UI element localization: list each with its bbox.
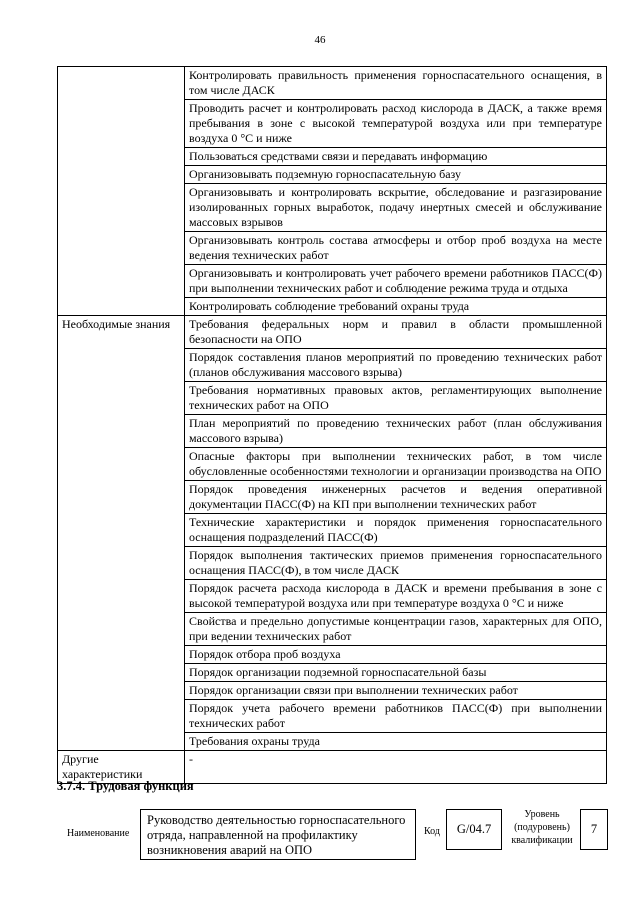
skill-item: Контролировать соблюдение требований охраны труда — [185, 298, 607, 316]
skills-label-cell — [58, 67, 185, 316]
other-characteristics-value: - — [185, 751, 607, 784]
knowledge-item: Порядок расчета расхода кислорода в ДАСК и времени пребывания в зоне с высокой температурой воздуха или при температуре воздуха 0 °C и ниже — [185, 580, 607, 613]
knowledge-item: План мероприятий по проведению технических работ (план обслуживания массового взрыва) — [185, 415, 607, 448]
knowledge-item: Порядок организации подземной горноспасательной базы — [185, 664, 607, 682]
knowledge-item: Требования федеральных норм и правил в области промышленной безопасности на ОПО — [185, 316, 607, 349]
other-characteristics-label: Другие характеристики — [58, 751, 185, 784]
table-row — [58, 316, 607, 349]
table-row — [58, 67, 607, 100]
knowledge-item: Порядок учета рабочего времени работников ПАСС(Ф) при выполнении технических работ — [185, 700, 607, 733]
knowledge-item: Требования нормативных правовых актов, регламентирующих выполнение технических работ на ОПО — [185, 382, 607, 415]
code-label: Код — [424, 826, 440, 837]
knowledge-label: Необходимые знания — [58, 316, 185, 751]
knowledge-item: Свойства и предельно допустимые концентрации газов, характерных для ОПО, при ведении технических работ — [185, 613, 607, 646]
skill-item: Проводить расчет и контролировать расход кислорода в ДАСК, а также время пребывания в зоне с высокой температурой воздуха или при температуре воздуха 0 °C и ниже — [185, 100, 607, 148]
code-box: G/04.7 — [446, 809, 502, 850]
qualification-level-label: Уровень (подуровень) квалификации — [511, 809, 573, 846]
skill-item: Организовывать и контролировать вскрытие, обследование и разгазирование изолированных горных выработок, подачу инертных смесей и обслуживание массовых взрывов — [185, 184, 607, 232]
skill-item: Организовывать подземную горноспасательную базу — [185, 166, 607, 184]
knowledge-item: Технические характеристики и порядок применения горноспасательного оснащения подразделений ПАСС(Ф) — [185, 514, 607, 547]
skill-item: Организовывать и контролировать учет рабочего времени работников ПАСС(Ф) при выполнении технических работ и соблюдение режима труда и отдыха — [185, 265, 607, 298]
competency-table — [57, 66, 607, 784]
skill-item: Пользоваться средствами связи и передавать информацию — [185, 148, 607, 166]
knowledge-item: Требования охраны труда — [185, 733, 607, 751]
skill-item: Контролировать правильность применения горноспасательного оснащения, в том числе ДАСК — [185, 67, 607, 100]
name-label: Наименование — [67, 828, 130, 839]
knowledge-item: Порядок составления планов мероприятий по проведению технических работ (планов обслуживания массового взрыва) — [185, 349, 607, 382]
function-name-box: Руководство деятельностью горноспасательного отряда, направленной на профилактику возникновения аварий на ОПО — [140, 809, 416, 860]
qualification-level-box: 7 — [580, 809, 608, 850]
knowledge-item: Опасные факторы при выполнении технических работ, в том числе обусловленные особенностями технологии и организации производства на ОПО — [185, 448, 607, 481]
knowledge-item: Порядок проведения инженерных расчетов и ведения оперативной документации ПАСС(Ф) на КП при выполнении технических работ — [185, 481, 607, 514]
knowledge-item: Порядок организации связи при выполнении технических работ — [185, 682, 607, 700]
section-title: 3.7.4. Трудовая функция — [57, 779, 194, 793]
knowledge-item: Порядок отбора проб воздуха — [185, 646, 607, 664]
skill-item: Организовывать контроль состава атмосферы и отбор проб воздуха на месте ведения технических работ — [185, 232, 607, 265]
page-number: 46 — [314, 34, 326, 46]
knowledge-item: Порядок выполнения тактических приемов применения горноспасательного оснащения ПАСС(Ф), в том числе ДАСК — [185, 547, 607, 580]
